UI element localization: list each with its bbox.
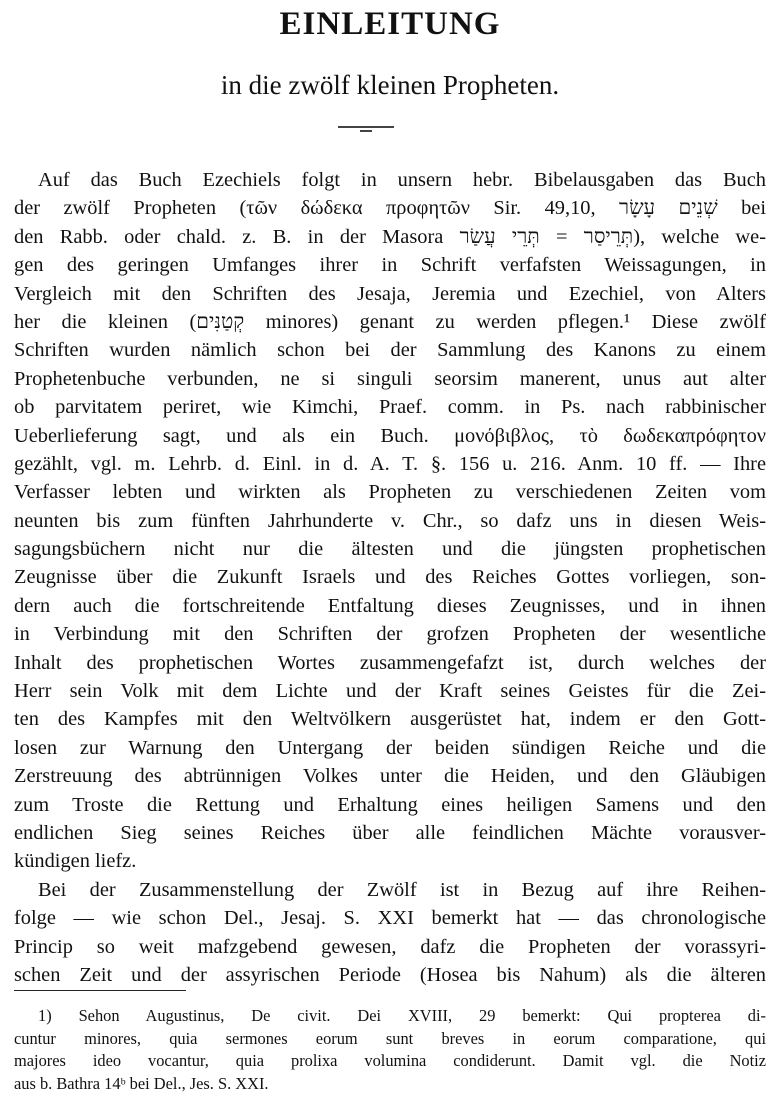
- text-line: Inhalt des prophetischen Wortes zusammengefafzt ist, durch welches der: [14, 651, 766, 674]
- footnote-line: majores ideo vocantur, quia prolixa volumina condiderunt. Damit vgl. die Notiz: [14, 1051, 766, 1071]
- text-line: zum Troste die Rettung und Erhaltung eines heiligen Samens und den: [14, 793, 766, 816]
- text-line: Ueberlieferung sagt, und als ein Buch. μονόβιβλος, τὸ δωδεκαπρόφητον: [14, 424, 766, 447]
- footnote-line: aus b. Bathra 14ᵇ bei Del., Jes. S. XXI.: [14, 1073, 269, 1093]
- page-subtitle: in die zwölf kleinen Propheten.: [220, 70, 560, 100]
- text-line: sagungsbüchern nicht nur die ältesten und die jüngsten prophetischen: [14, 538, 766, 561]
- text-line: her die kleinen (קְטַנִּים minores) genant zu werden pflegen.¹ Diese zwölf: [14, 310, 766, 333]
- text-line: Herr sein Volk mit dem Lichte und der Kraft seines Geistes für die Zei-: [14, 680, 766, 703]
- text-line: neunten bis zum fünften Jahrhunderte v. Chr., so dafz uns in diesen Weis-: [14, 509, 766, 532]
- footnote-line: cuntur minores, quia sermones eorum sunt breves in eorum comparatione, qui: [14, 1028, 766, 1048]
- text-line: Verfasser lebten und wirkten als Propheten zu verschiedenen Zeiten vom: [14, 481, 766, 504]
- text-line: Zeugnisse über die Zukunft Israels und des Reiches Gottes vorliegen, son-: [14, 566, 766, 589]
- text-line: gen des geringen Umfanges ihrer in Schrift verfafsten Weissagungen, in: [14, 254, 766, 277]
- text-line: gezählt, vgl. m. Lehrb. d. Einl. in d. A. T. §. 156 u. 216. Anm. 10 ff. — Ihre: [14, 452, 766, 475]
- text-line: der zwölf Propheten (τῶν δώδεκα προφητῶν Sir. 49,10, שְׁנֵים עָשָׂר bei: [14, 197, 766, 220]
- text-line: in Verbindung mit den Schriften der grofzen Propheten der wesentliche: [14, 623, 766, 646]
- text-line: Schriften wurden nämlich schon bei der Sammlung des Kanons zu einem: [14, 339, 766, 362]
- text-line: ob parvitatem periret, wie Kimchi, Praef. comm. in Ps. nach rabbinischer: [14, 396, 766, 419]
- text-line: Bei der Zusammenstellung der Zwölf ist in Bezug auf ihre Reihen-: [38, 878, 766, 901]
- text-line: ten des Kampfes mit den Weltvölkern ausgerüstet hat, indem er den Gott-: [14, 708, 766, 731]
- text-line: schen Zeit und der assyrischen Periode (Hosea bis Nahum) als die älteren: [14, 963, 766, 986]
- text-line: endlichen Sieg seines Reiches über alle feindlichen Mächte vorausver-: [14, 821, 766, 844]
- text-line: Auf das Buch Ezechiels folgt in unsern hebr. Bibelausgaben das Buch: [38, 169, 766, 191]
- page-title: EINLEITUNG: [279, 6, 501, 42]
- text-line: losen zur Warnung den Untergang der beiden sündigen Reiche und die: [14, 736, 766, 759]
- footnote-line: 1) Sehon Augustinus, De civit. Dei XVIII, 29 bemerkt: Qui propterea di-: [38, 1006, 766, 1025]
- text-line: Zerstreuung des abtrünnigen Volkes unter die Heiden, und den Gläubigen: [14, 765, 766, 788]
- text-line: dern auch die fortschreitende Entfaltung dieses Zeugnisses, und in ihnen: [14, 594, 766, 617]
- text-line: Princip so weit mafzgebend gewesen, dafz die Propheten der vorassyri-: [14, 935, 766, 958]
- body-text: [14, 166, 766, 989]
- text-line: den Rabb. oder chald. z. B. in der Masora תְּרֵיסַר = תְּרֵי עֲשַׂר), welche we-: [14, 225, 766, 248]
- footnote: [14, 1005, 766, 1095]
- footnote-divider: [14, 990, 186, 991]
- text-line: folge — wie schon Del., Jesaj. S. XXI bemerkt hat — das chronologische: [14, 907, 766, 930]
- section-ornament: [338, 126, 394, 128]
- text-line: kündigen liefz.: [14, 850, 137, 873]
- text-line: Prophetenbuche verbunden, ne si singuli seorsim manerent, unus aut alter: [14, 367, 766, 390]
- text-line: Vergleich mit den Schriften des Jesaja, Jeremia und Ezechiel, von Alters: [14, 282, 766, 305]
